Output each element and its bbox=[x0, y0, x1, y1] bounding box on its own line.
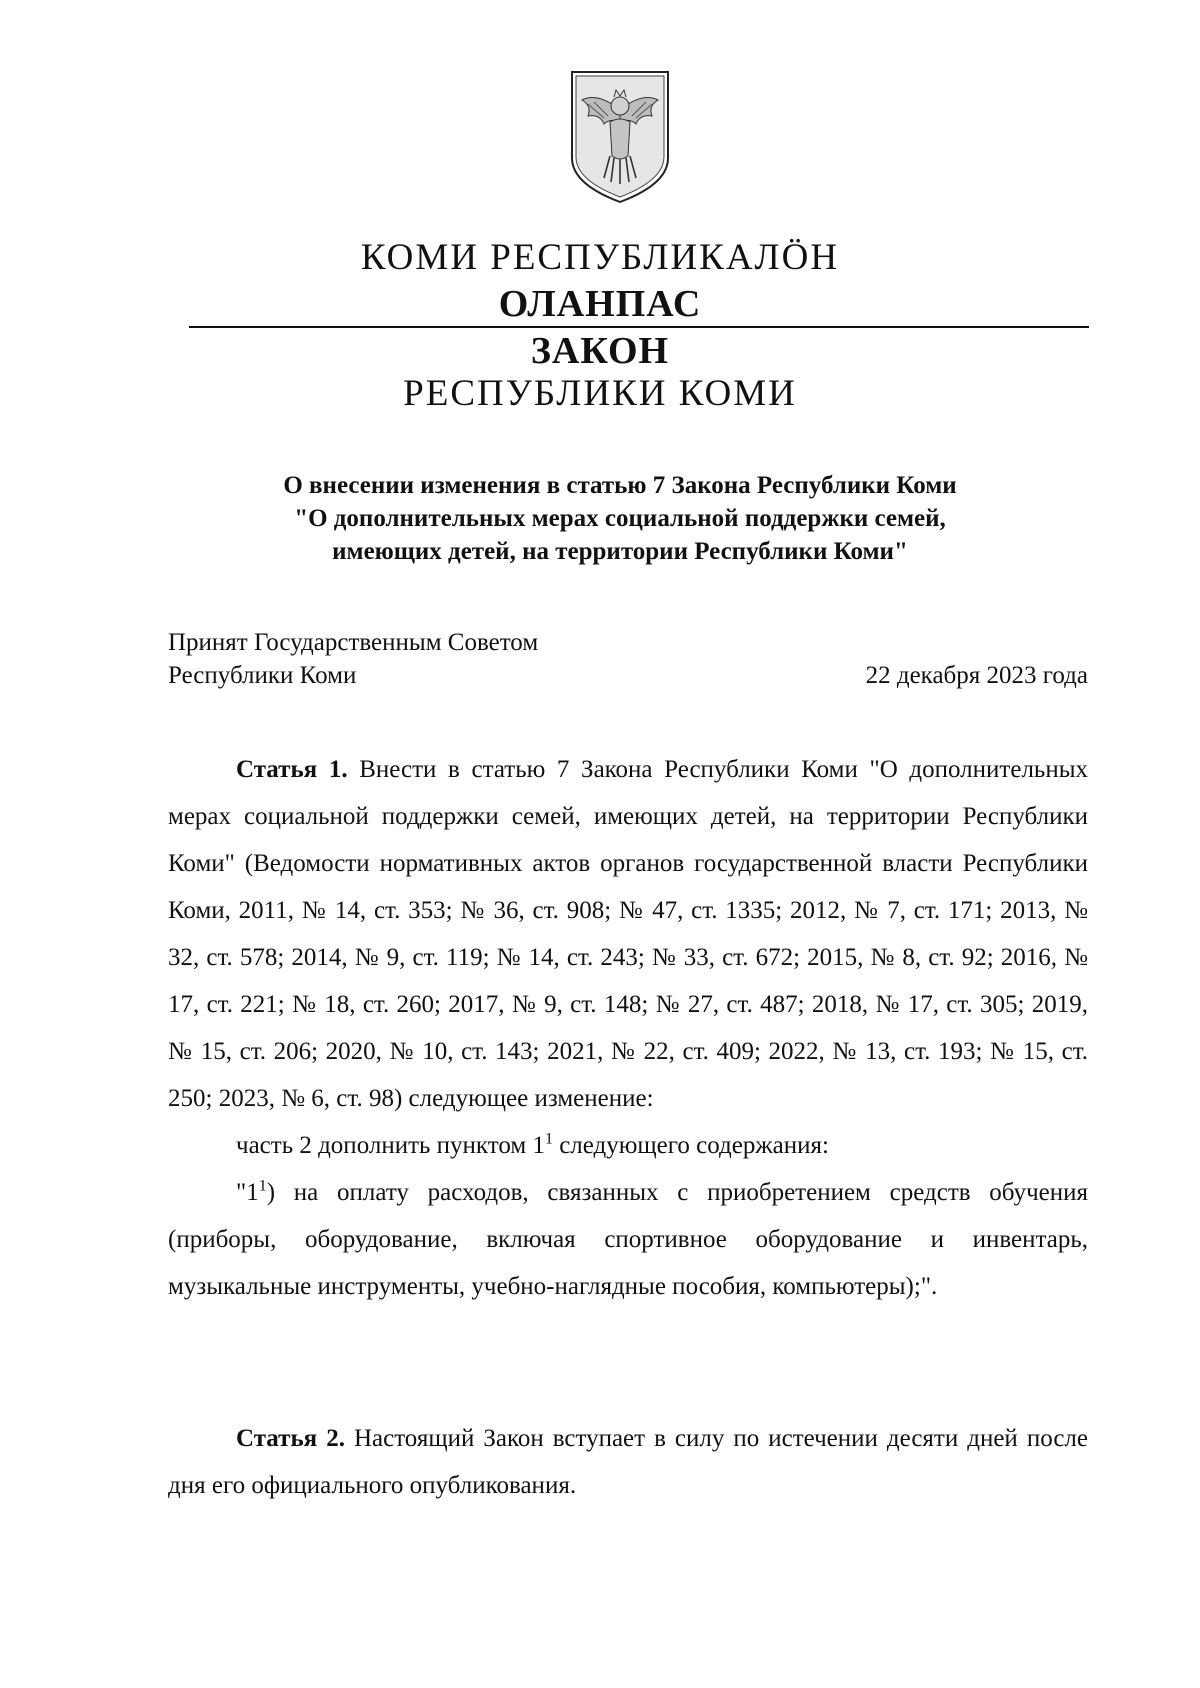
article-1-part2 bbox=[168, 1122, 1088, 1169]
article-2-label: Статья 2. bbox=[236, 1425, 345, 1452]
part2-tail: следующего содержания: bbox=[552, 1132, 829, 1159]
header-republic-komi: РЕСПУБЛИКИ КОМИ bbox=[403, 373, 797, 414]
superscript: 1 bbox=[258, 1177, 267, 1195]
adopted-by-line: Республики Коми bbox=[168, 662, 357, 689]
coat-of-arms-emblem bbox=[564, 66, 676, 206]
article-1-label: Статья 1. bbox=[236, 756, 348, 783]
law-title-line: имеющих детей, на территории Республики Коми" bbox=[332, 538, 908, 565]
law-title-line: О внесении изменения в статью 7 Закона Республики Коми bbox=[283, 472, 957, 499]
adopted-by-line: Принят Государственным Советом bbox=[168, 629, 539, 656]
part2-text: часть 2 дополнить пунктом 1 bbox=[236, 1132, 545, 1159]
law-title bbox=[150, 469, 1090, 568]
article-1 bbox=[168, 746, 1088, 1310]
article-2-paragraph bbox=[168, 1415, 1088, 1509]
header-zakon: ЗАКОН bbox=[530, 330, 670, 372]
adoption-block bbox=[168, 626, 1088, 692]
article-1-paragraph bbox=[168, 746, 1088, 1122]
item-number: "1 bbox=[236, 1179, 259, 1206]
superscript: 1 bbox=[544, 1130, 553, 1148]
header-olanpas: ОЛАНПАС bbox=[498, 283, 702, 325]
article-1-text: Внести в статью 7 Закона Республики Коми "О дополнительных мерах социальной поддержки семей, имеющих детей, на территории Республики Коми" (Ведомости нормативных актов органов государственной власти Республики Коми, 2011, № 14, ст. 353; № 36, ст. 908; № 47, ст. 1335; 2012, № 7, ст. 171; 2013, № 32, ст. 578; 2014, № 9, ст. 119; № 14, ст. 243; № 33, ст. 672; 2015, № 8, ст. 92; 2016, № 17, ст. 221; № 18, ст. 260; 2017, № 9, ст. 148; № 27, ст. 487; 2018, № 17, ст. 305; 2019, № 15, ст. 206; 2020, № 10, ст. 143; 2021, № 22, ст. 409; 2022, № 13, ст. 193; № 15, ст. 250; 2023, № 6, ст. 98) следующее изменение: bbox=[168, 756, 1088, 1112]
law-title-line: "О дополнительных мерах социальной поддержки семей, bbox=[294, 505, 946, 532]
adoption-date: 22 декабря 2023 года bbox=[865, 662, 1088, 689]
header-divider bbox=[189, 326, 1089, 328]
item-text: ) на оплату расходов, связанных с приобретением средств обучения (приборы, оборудование, включая спортивное оборудование и инвентарь, музыкальные инструменты, учебно-наглядные пособия, компьютеры);". bbox=[168, 1179, 1088, 1300]
article-2-text: Настоящий Закон вступает в силу по истечении десяти дней после дня его официального опубликования. bbox=[168, 1425, 1088, 1499]
article-1-new-item bbox=[168, 1169, 1088, 1310]
header-komi-republic: КОМИ РЕСПУБЛИКАЛӦН bbox=[360, 237, 840, 278]
article-2 bbox=[168, 1415, 1088, 1509]
